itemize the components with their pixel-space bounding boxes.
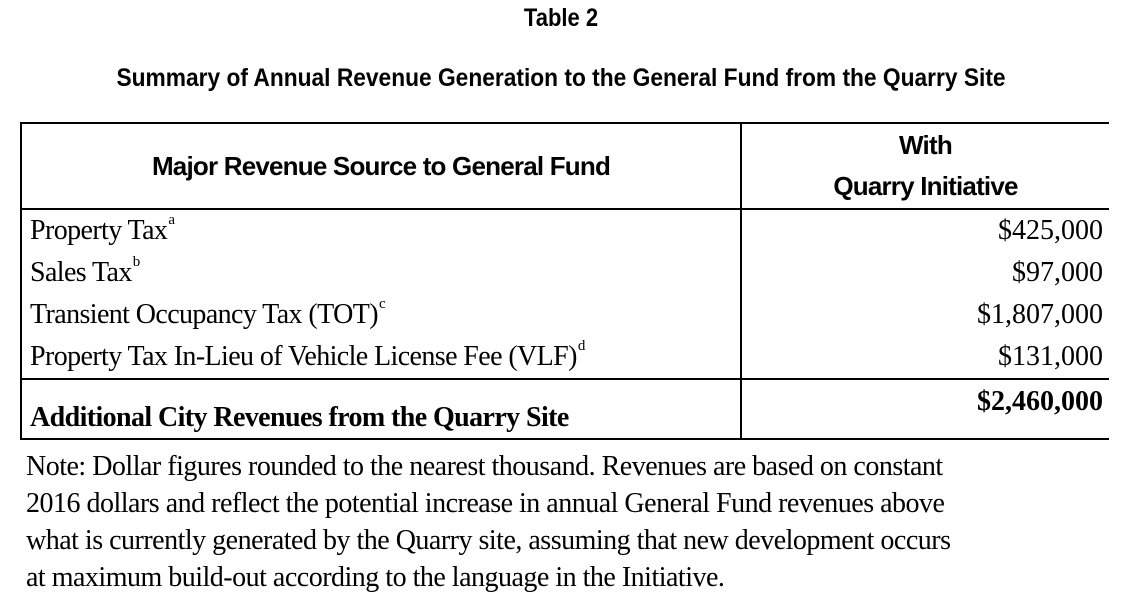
table-row — [21, 336, 1109, 379]
row-value: $131,000 — [998, 341, 1103, 372]
total-label: Additional City Revenues from the Quarry Site — [21, 379, 741, 439]
note-line: at maximum build-out according to the language in the Initiative. — [26, 562, 725, 593]
note-line: what is currently generated by the Quarry site, assuming that new development occurs — [26, 525, 951, 556]
header-with-line: With — [899, 130, 952, 160]
footnote-marker: d — [577, 338, 585, 354]
footnote-marker: a — [168, 212, 175, 228]
row-value: $425,000 — [998, 215, 1103, 246]
row-label — [21, 294, 741, 336]
table-row — [21, 294, 1109, 336]
footnote-marker: b — [132, 254, 140, 270]
row-label — [21, 336, 741, 379]
table-title: Table 2 — [523, 4, 599, 32]
footnote-marker: c — [378, 296, 385, 312]
row-value: $97,000 — [1012, 257, 1103, 288]
row-label — [21, 252, 741, 294]
row-label-text: Property Tax In-Lieu of Vehicle License Fee (VLF) — [30, 341, 577, 372]
note-line: 2016 dollars and reflect the potential increase in annual General Fund revenues above — [26, 488, 945, 519]
revenue-table — [20, 122, 1109, 440]
row-label-text: Sales Tax — [30, 257, 132, 288]
header-revenue-source: Major Revenue Source to General Fund — [21, 123, 741, 209]
row-label-text: Transient Occupancy Tax (TOT) — [30, 299, 378, 330]
total-row — [21, 379, 1109, 439]
table-subtitle: Summary of Annual Revenue Generation to the General Fund from the Quarry Site — [116, 64, 1006, 92]
table-row — [21, 252, 1109, 294]
total-value: $2,460,000 — [741, 379, 1109, 439]
row-value: $1,807,000 — [977, 299, 1103, 330]
header-row — [21, 123, 1109, 209]
row-label-text: Property Tax — [30, 215, 168, 246]
table-note — [26, 448, 1106, 596]
row-label — [21, 209, 741, 252]
note-line: Note: Dollar figures rounded to the nearest thousand. Revenues are based on constant — [26, 451, 943, 482]
header-initiative-line: Quarry Initiative — [833, 171, 1018, 201]
header-with-initiative — [741, 123, 1109, 209]
table-row — [21, 209, 1109, 252]
